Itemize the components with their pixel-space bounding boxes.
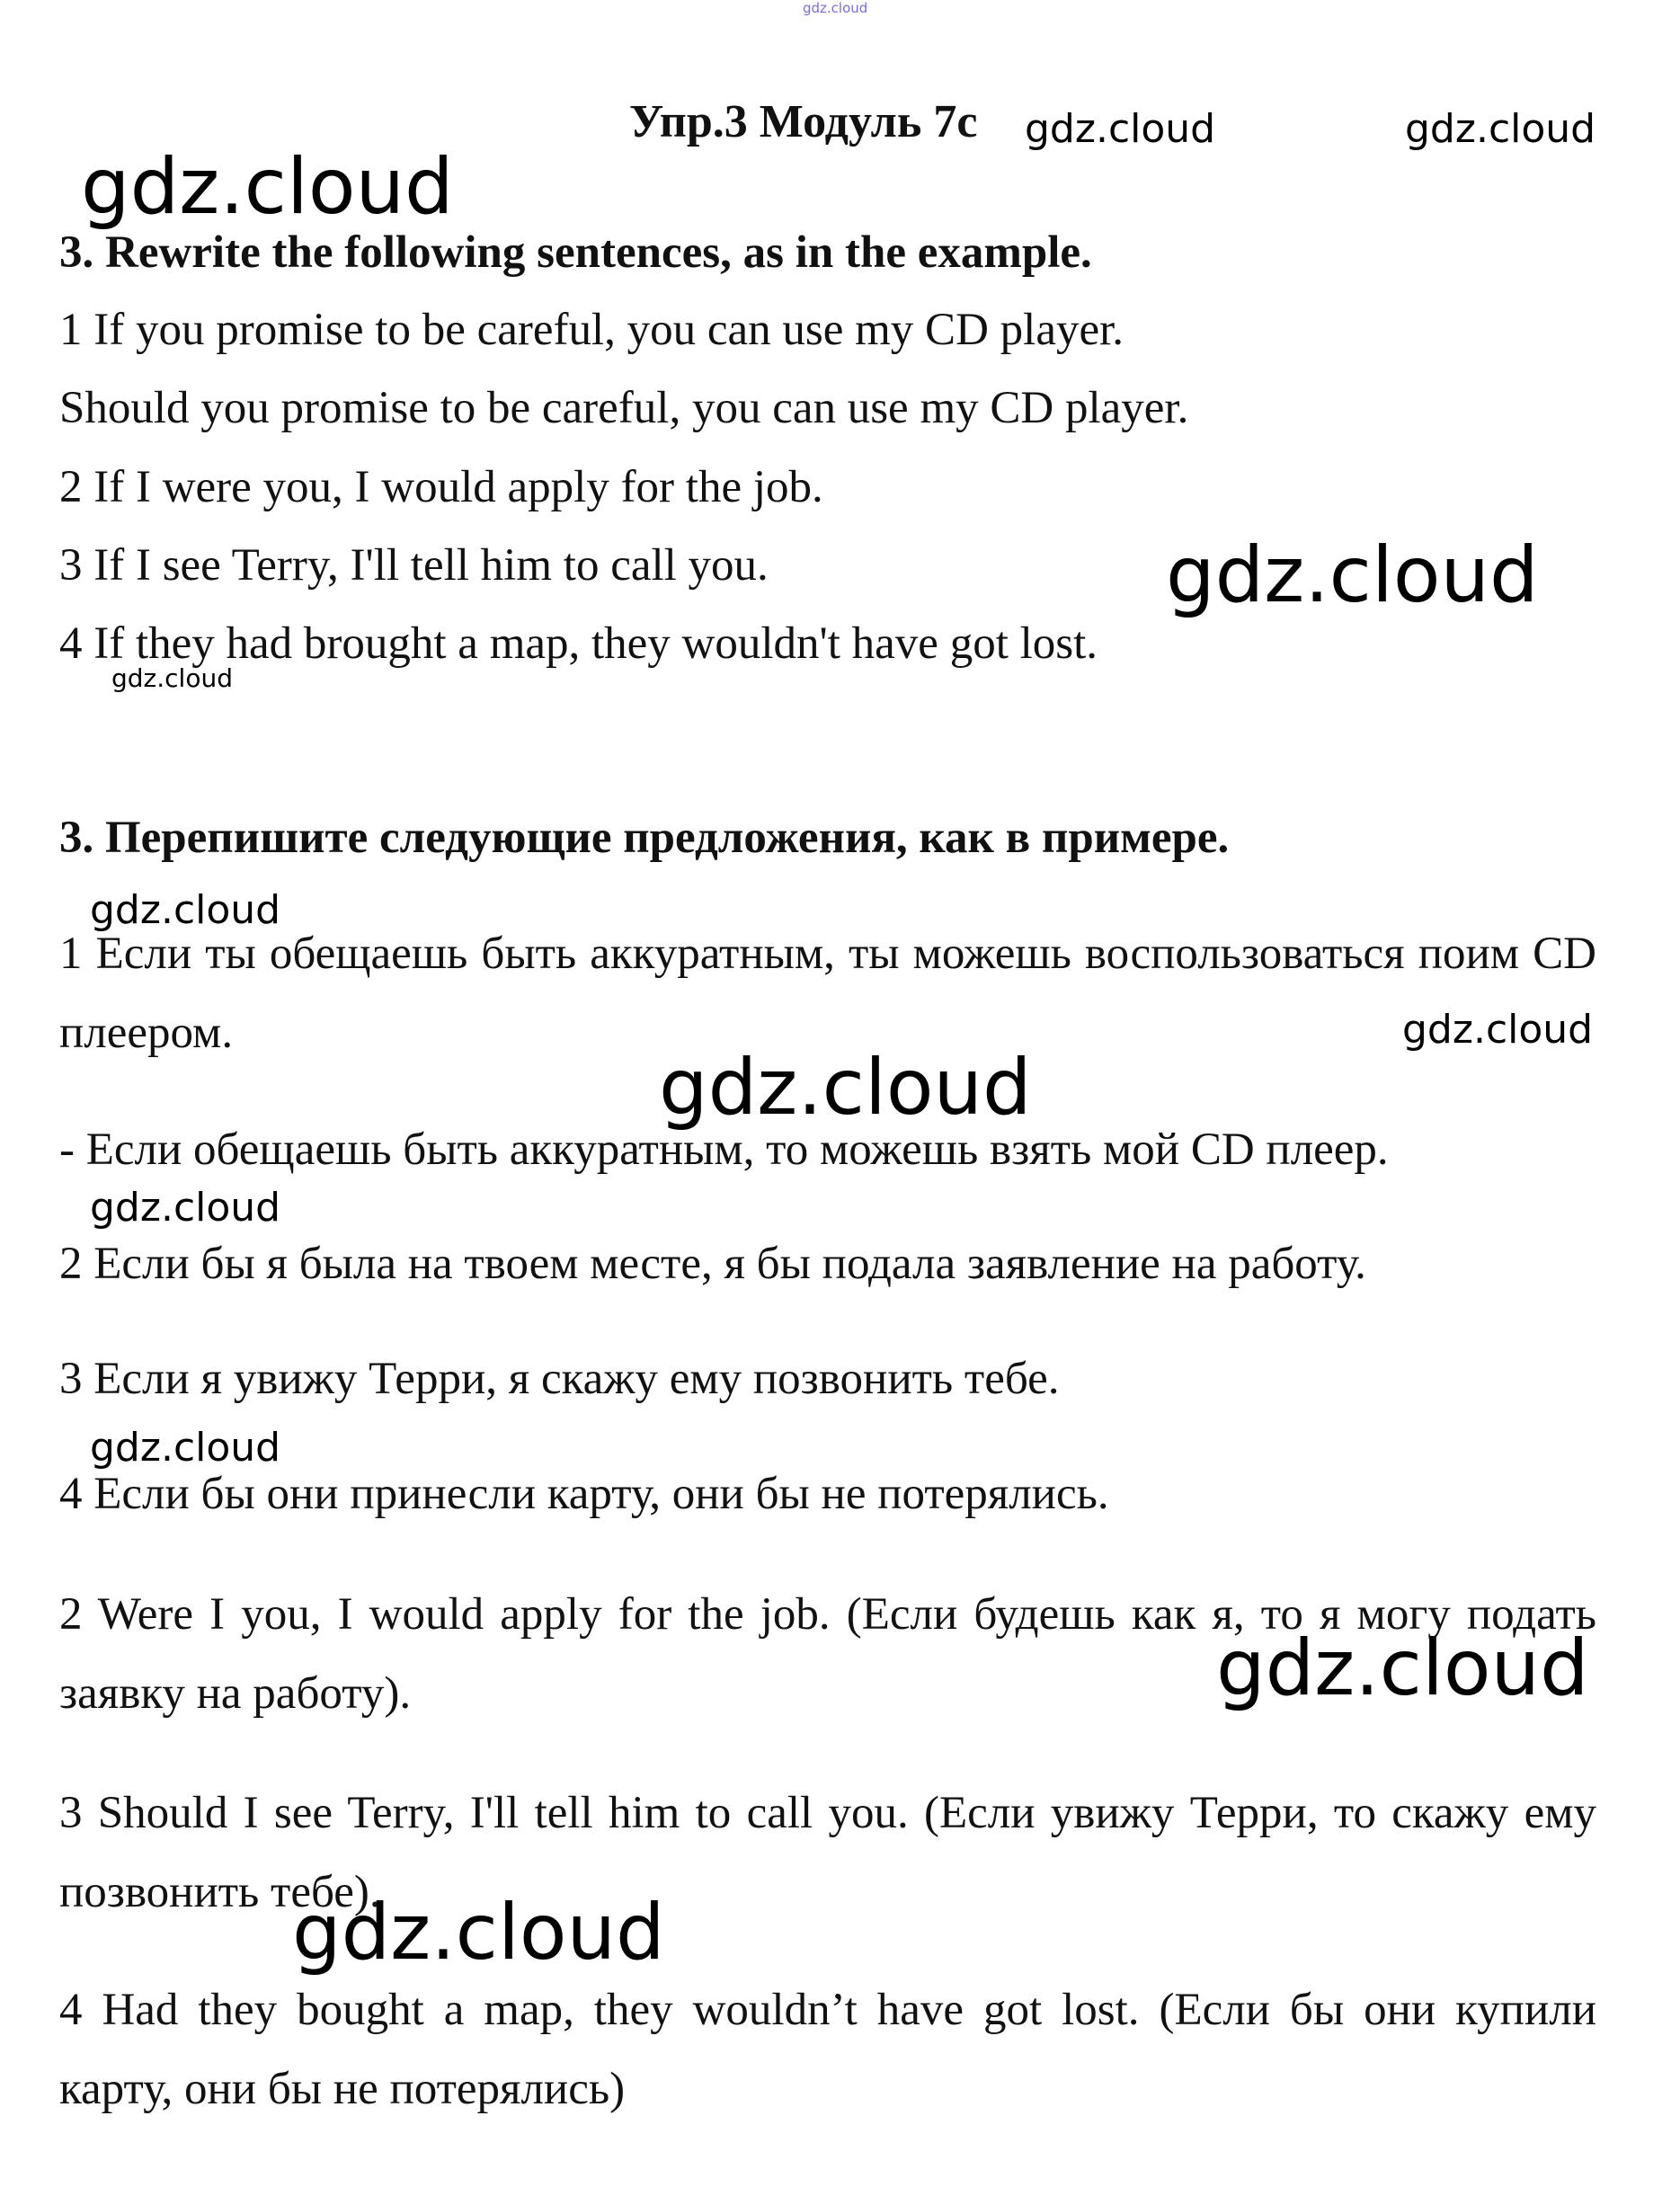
russian-item-1-answer: - Если обещаешь быть аккуратным, то можешь взять мой CD плеер. [59, 1125, 1389, 1175]
watermark: gdz.cloud [659, 1043, 1032, 1133]
watermark: gdz.cloud [292, 1888, 665, 1978]
russian-heading: 3. Перепишите следующие предложения, как в примере. [59, 813, 1230, 863]
russian-item-1: 1 Если ты обещаешь быть аккуратным, ты можешь воспользоваться поим CD плеером. [59, 929, 1596, 1058]
russian-item-3: 3 Если я увижу Терри, я скажу ему позвонить тебе. [59, 1354, 1060, 1404]
english-line-4: 4 If they had brought a map, they wouldn't have got lost. [59, 618, 1098, 669]
watermark: gdz.cloud [90, 1425, 281, 1471]
answer-4: 4 Had they bought a map, they wouldn’t have got lost. (Если бы они купили карту, они бы не потерялись) [59, 1985, 1596, 2114]
watermark: gdz.cloud [81, 142, 454, 232]
russian-item-4: 4 Если бы они принесли карту, они бы не потерялись. [59, 1469, 1109, 1519]
english-line-1: 1 If you promise to be careful, you can use my CD player. [59, 305, 1124, 355]
english-heading: 3. Rewrite the following sentences, as in the example. [59, 227, 1092, 278]
watermark: gdz.cloud [1216, 1623, 1589, 1713]
english-line-2: 2 If I were you, I would apply for the job. [59, 462, 823, 512]
watermark: gdz.cloud [90, 887, 281, 933]
watermark: gdz.cloud [1166, 530, 1539, 620]
watermark: gdz.cloud [90, 1185, 281, 1231]
answer-3: 3 Should I see Terry, I'll tell him to call you. (Если увижу Терри, то скажу ему позвонить тебе). [59, 1788, 1596, 1917]
watermark: gdz.cloud [803, 0, 868, 16]
page-title: Упр.3 Модуль 7c [629, 96, 978, 147]
watermark: gdz.cloud [111, 663, 233, 693]
english-line-3: 3 If I see Terry, I'll tell him to call you. [59, 540, 769, 591]
watermark: gdz.cloud [1402, 1007, 1594, 1053]
watermark: gdz.cloud [1025, 106, 1216, 152]
answer-2: 2 Were I you, I would apply for the job. (Если будешь как я, то я могу подать заявку на работу). [59, 1589, 1596, 1719]
russian-item-2: 2 Если бы я была на твоем месте, я бы подала заявление на работу. [59, 1239, 1366, 1289]
english-example-answer: Should you promise to be careful, you can use my CD player. [59, 383, 1189, 433]
watermark: gdz.cloud [1405, 106, 1596, 152]
